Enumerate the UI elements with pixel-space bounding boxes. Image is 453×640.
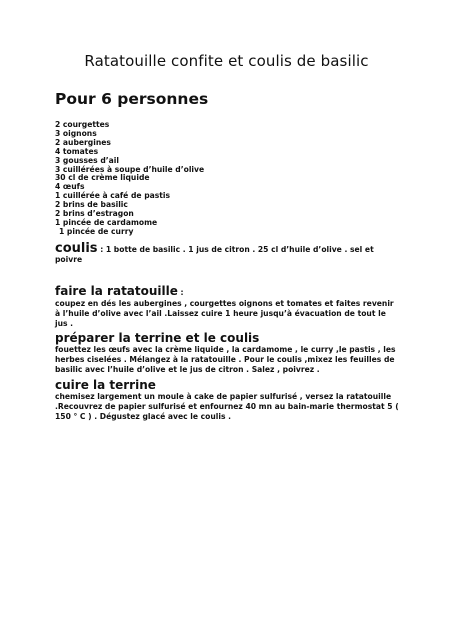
ingredient-item: 3 gousses d’ail xyxy=(55,155,119,165)
section-heading xyxy=(55,285,400,299)
ingredient-list xyxy=(55,121,204,237)
section-text: fouettez les œufs avec la crème liquide , la cardamome , le curry ,le pastis , les herbes ciselées . Mélangez à la ratatouille . Pour le coulis ,mixez les feuilles de basilic avec l’huile d’olive et le jus de citron . Salez , poivrez . xyxy=(55,345,396,374)
ingredient-item: 2 brins d’estragon xyxy=(55,209,134,219)
section-cuire xyxy=(55,379,400,422)
coulis-text: : 1 botte de basilic . 1 jus de citron . 25 cl d’huile d’olive . sel et poivre xyxy=(55,245,374,264)
coulis-paragraph xyxy=(55,241,400,265)
section-text: chemisez largement un moule à cake de papier sulfurisé , versez la ratatouille .Recouvrez de papier sulfurisé et enfournez 40 mn au bain-marie thermostat 5 ( 150 ° C ) . Dégustez glacé avec le coulis . xyxy=(55,392,399,421)
servings-heading: Pour 6 personnes xyxy=(55,90,209,108)
ingredient-item: 2 aubergines xyxy=(55,137,111,147)
section-heading: préparer la terrine et le coulis xyxy=(55,331,260,345)
section-text: coupez en dés les aubergines , courgettes oignons et tomates et faites revenir à l’huile d’olive avec l’ail .Laissez cuire 1 heure jusqu’à évacuation de tout le jus . xyxy=(55,299,394,328)
ingredient-item: 3 oignons xyxy=(55,128,97,138)
section-heading: cuire la terrine xyxy=(55,378,156,392)
ingredient-item: 30 cl de crème liquide xyxy=(55,173,150,183)
coulis-heading: coulis xyxy=(55,241,98,256)
ingredient-item: 3 cuillérées à soupe d’huile d’olive xyxy=(55,164,205,174)
ingredient-item: 1 cuillérée à café de pastis xyxy=(55,191,171,201)
section-terrine xyxy=(55,332,400,375)
ingredient-item: 1 pincée de curry xyxy=(59,226,134,236)
section-ratatouille xyxy=(55,285,400,329)
ingredient-item: 2 brins de basilic xyxy=(55,200,128,210)
recipe-title: Ratatouille confite et coulis de basilic xyxy=(84,52,369,70)
ingredient-item: 4 œufs xyxy=(55,182,85,192)
ingredient-item: 1 pincée de cardamome xyxy=(55,217,158,227)
section-heading-colon: : xyxy=(177,288,184,297)
ingredient-item: 2 courgettes xyxy=(55,120,110,129)
ingredient-item: 4 tomates xyxy=(55,146,99,156)
section-heading-text: faire la ratatouille xyxy=(55,284,178,298)
